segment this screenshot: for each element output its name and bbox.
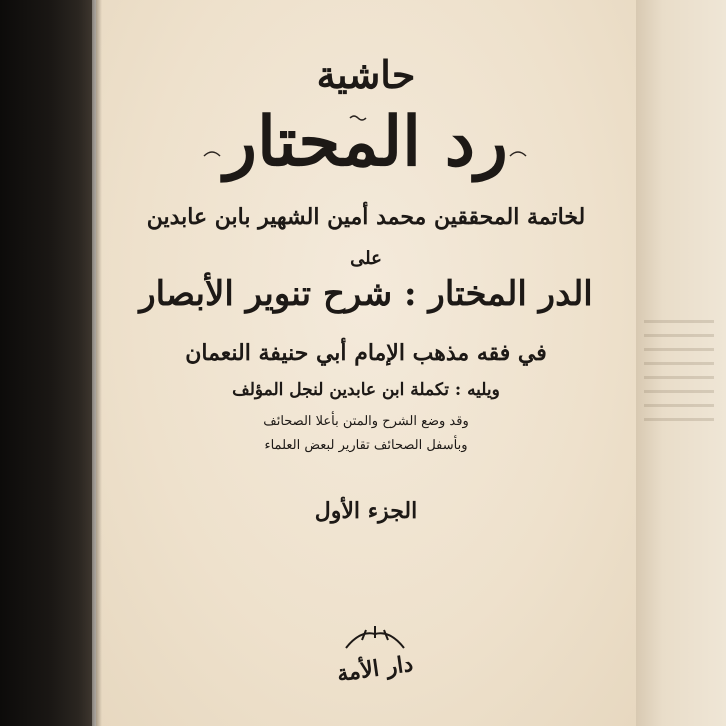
main-title: رد المحتار	[224, 102, 508, 182]
layout-note-top: وقد وضع الشرح والمتن بأعلا الصحائف	[263, 414, 469, 429]
title-flourish-icon	[200, 112, 530, 162]
layout-note-bottom: وبأسفل الصحائف تقارير لبعض العلماء	[264, 438, 468, 453]
author-line: لخاتمة المحققين محمد أمين الشهير بابن عابدين	[146, 204, 586, 230]
takmila-line: ويليه : تكملة ابن عابدين لنجل المؤلف	[232, 380, 500, 400]
hashiyah-heading: حاشية	[316, 52, 416, 97]
book-binding-edge	[0, 0, 92, 726]
base-work-title: الدر المختار : شرح تنوير الأبصار	[139, 274, 593, 314]
bleed-through-text	[644, 320, 714, 430]
publisher-name: دار الأمة	[335, 650, 415, 688]
publisher-ornament-icon	[340, 624, 410, 654]
ala-line: على	[350, 248, 382, 269]
volume-label: الجزء الأول	[314, 498, 418, 524]
facing-page-edge	[636, 0, 726, 726]
fiqh-school-line: في فقه مذهب الإمام أبي حنيفة النعمان	[185, 340, 547, 366]
